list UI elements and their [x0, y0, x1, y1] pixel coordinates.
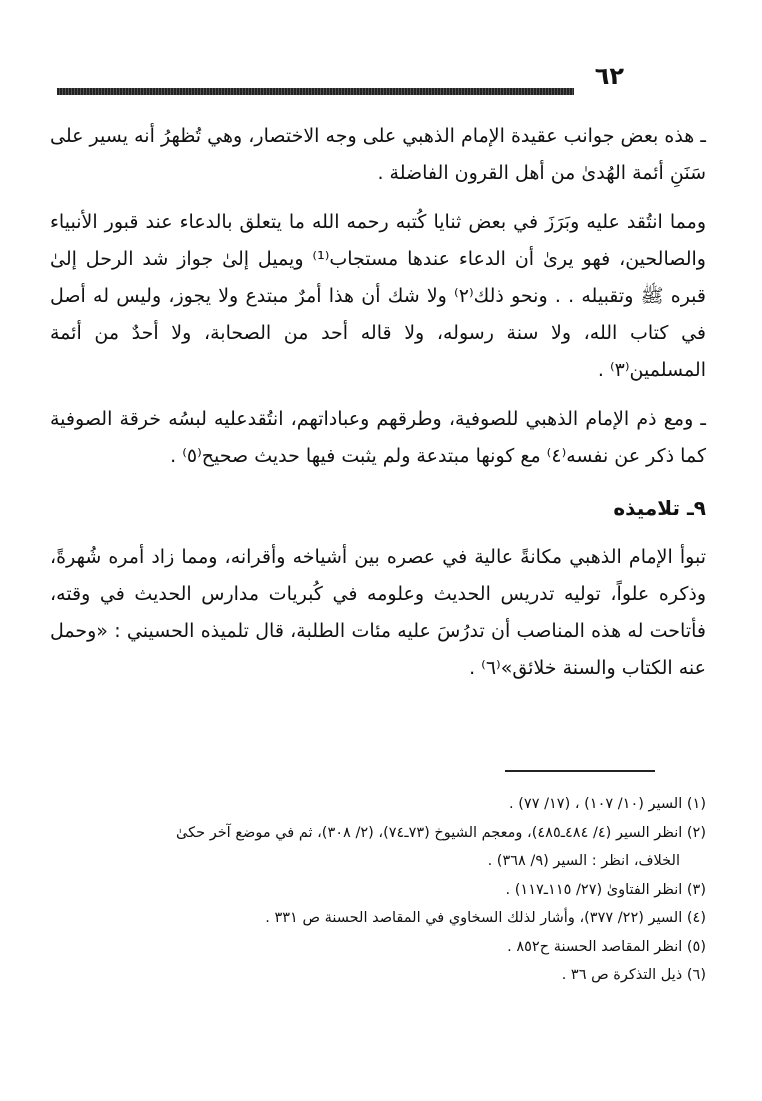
footnote-separator	[505, 770, 655, 772]
footnote-2-continuation: الخلاف، انظر : السير (٩/ ٣٦٨) .	[487, 853, 680, 869]
page-number: ٦٢	[594, 62, 624, 90]
section-heading-students: ٩ـ تلاميذه	[613, 496, 706, 520]
footnotes	[50, 790, 706, 990]
footnote-1: (١) السير (١٠/ ١٠٧) ، (١٧/ ٧٧) .	[509, 796, 706, 812]
paragraph-students: تبوأ الإمام الذهبي مكانةً عالية في عصره بين أشياخه وأقرانه، ومما زاد أمره شُهرةً، وذكره علواً، توليه تدريس الحديث وعلومه في كُبريات مدارس الحديث في وقته، فأتاحت له هذه المناصب أن تدرُسَ عليه مئات الطلبة، قال تلميذه الحسيني : «وحمل عنه الكتاب والسنة خلائق»⁽٦⁾ .	[50, 546, 706, 679]
body-text	[50, 118, 706, 687]
footnote-3: (٣) انظر الفتاوىٰ (٢٧/ ١١٥ـ١١٧) .	[505, 881, 706, 898]
footnote-2: (٢) انظر السير (٤/ ٤٨٤ـ٤٨٥)، ومعجم الشيوخ (٧٣ـ٧٤)، (٢/ ٣٠٨)، ثم في موضع آخر حكىٰ	[176, 824, 706, 841]
paragraph-criticism-sufism: ـ ومع ذم الإمام الذهبي للصوفية، وطرقهم وعباداتهم، انتُقدعليه لبسُه خرقة الصوفية كما ذكر عن نفسه⁽٤⁾ مع كونها مبتدعة ولم يثبت فيها حديث صحيح⁽٥⁾ .	[50, 408, 706, 467]
paragraph-criticism-graves: ومما انتُقد عليه وبَرَزَ في بعض ثنايا كُتبه رحمه الله ما يتعلق بالدعاء عند قبور الأنبياء والصالحين، فهو يرىٰ أن الدعاء عندها مستجاب⁽¹⁾ ويميل إلىٰ جواز شد الرحل إلىٰ قبره ﷺ وتقبيله . . ونحو ذلك⁽٢⁾ ولا شك أن هذا أمرٌ مبتدع ولا يجوز، وليس له أصل في كتاب الله، ولا سنة رسوله، ولا قاله أحد من الصحابة، ولا أحدٌ من أئمة المسلمين⁽٣⁾ .	[50, 211, 707, 381]
footnote-5: (٥) انظر المقاصد الحسنة ح٨٥٢ .	[507, 938, 706, 955]
footnote-6: (٦) ذيل التذكرة ص ٣٦ .	[561, 967, 706, 983]
footnote-4: (٤) السير (٢٢/ ٣٧٧)، وأشار لذلك السخاوي في المقاصد الحسنة ص ٣٣١ .	[265, 910, 706, 926]
paragraph-creed-summary: ـ هذه بعض جوانب عقيدة الإمام الذهبي على وجه الاختصار، وهي تُظهرُ أنه يسير على سَنَنِ أئمة الهُدىٰ من أهل القرون الفاضلة .	[50, 125, 706, 184]
header-rule	[57, 88, 574, 95]
